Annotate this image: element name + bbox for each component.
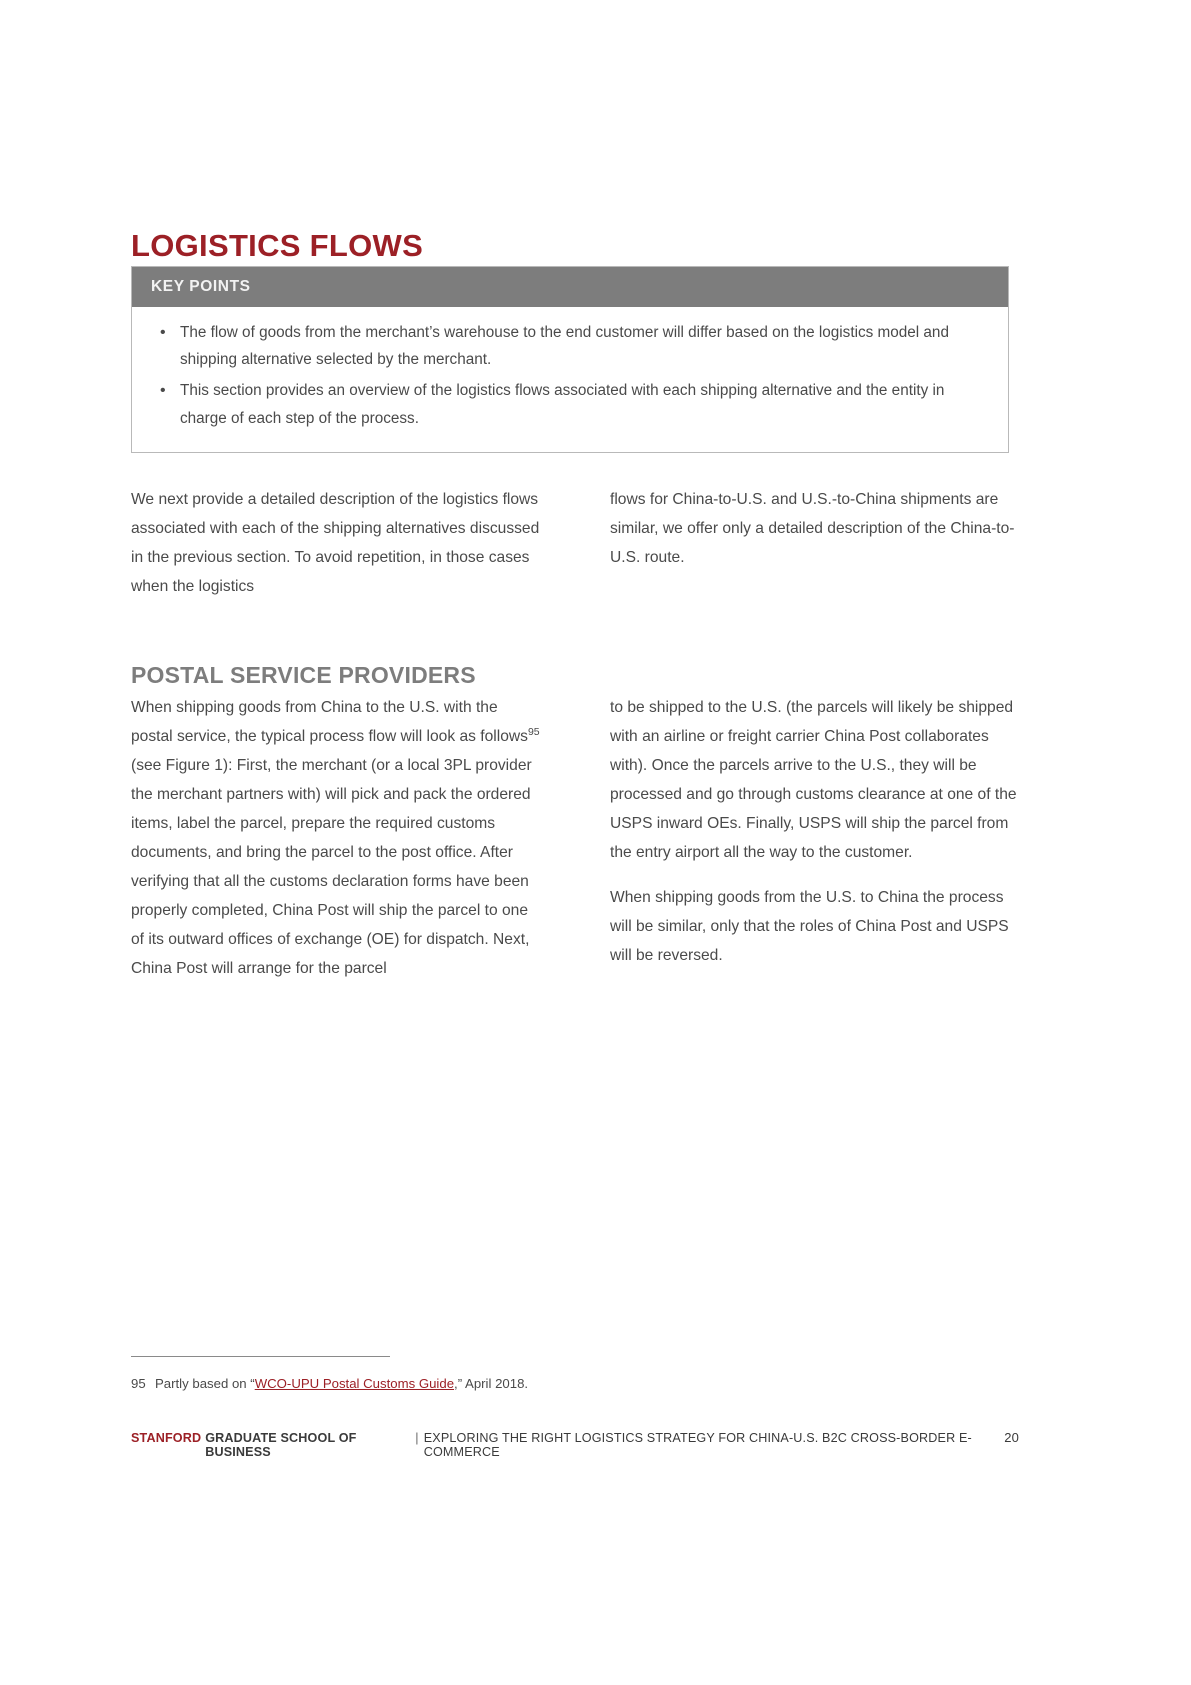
footer-page-number: 20 xyxy=(1004,1430,1019,1445)
section-heading: POSTAL SERVICE PROVIDERS xyxy=(131,662,476,689)
paragraph: We next provide a detailed description of the logistics flows associated with each of the shipping alternatives discussed in the previous section. To avoid repetition, in those cases when the logistics xyxy=(131,491,540,595)
key-points-header: KEY POINTS xyxy=(132,267,1008,307)
key-points-body xyxy=(132,307,1008,452)
list-item: • This section provides an overview of the logistics flows associated with each shipping alternative and the entity in charge of each step of the process. xyxy=(180,377,986,431)
paragraph xyxy=(131,693,540,983)
intro-column-right xyxy=(610,485,1019,617)
paragraph: to be shipped to the U.S. (the parcels will likely be shipped with an airline or freight carrier China Post collaborates with). Once the parcels arrive to the U.S., they will be processed and go through customs clearance at one of the USPS inward OEs. Finally, USPS will ship the parcel from the entry airport all the way to the customer. xyxy=(610,699,1017,861)
footnote xyxy=(131,1374,528,1394)
footer-brand: STANFORD xyxy=(131,1431,202,1445)
footnote-number: 95 xyxy=(131,1376,146,1391)
footnote-divider xyxy=(131,1356,390,1357)
paragraph-text-part1: When shipping goods from China to the U.S. with the postal service, the typical process flow will look as follows xyxy=(131,699,528,745)
postal-column-left xyxy=(131,693,540,999)
footnote-text-after: ,” April 2018. xyxy=(454,1376,529,1391)
key-points-list xyxy=(154,319,986,432)
footer-separator: | xyxy=(415,1431,419,1445)
paragraph: When shipping goods from the U.S. to China the process will be similar, only that the roles of China Post and USPS will be reversed. xyxy=(610,889,1009,964)
postal-columns xyxy=(131,693,1019,999)
postal-column-right xyxy=(610,693,1019,999)
page-title: LOGISTICS FLOWS xyxy=(131,227,424,263)
footnote-text-before: Partly based on “ xyxy=(155,1376,255,1391)
footnote-link[interactable]: WCO-UPU Postal Customs Guide xyxy=(254,1376,455,1391)
footnote-reference[interactable]: 95 xyxy=(527,725,540,738)
paragraph-text-part2: (see Figure 1): First, the merchant (or a local 3PL provider the merchant partners with) will pick and pack the ordered items, label the parcel, prepare the required customs documents, and bring the parcel to the post office. After verifying that all the customs declaration forms have been properly completed, China Post will ship the parcel to one of its outward offices of exchange (OE) for dispatch. Next, China Post will arrange for the parcel xyxy=(131,757,532,977)
intro-column-left xyxy=(131,485,540,617)
page-footer xyxy=(131,1430,1019,1459)
list-item: • The flow of goods from the merchant’s warehouse to the end customer will differ based on the logistics model and shipping alternative selected by the merchant. xyxy=(180,319,986,373)
paragraph: flows for China-to-U.S. and U.S.-to-China shipments are similar, we offer only a detailed description of the China-to-U.S. route. xyxy=(610,491,1015,566)
footer-school: GRADUATE SCHOOL OF BUSINESS xyxy=(205,1431,357,1459)
key-points-box xyxy=(131,266,1009,453)
footer-title: EXPLORING THE RIGHT LOGISTICS STRATEGY FOR CHINA-U.S. B2C CROSS-BORDER E-COMMERCE xyxy=(423,1431,972,1459)
intro-columns xyxy=(131,485,1019,617)
